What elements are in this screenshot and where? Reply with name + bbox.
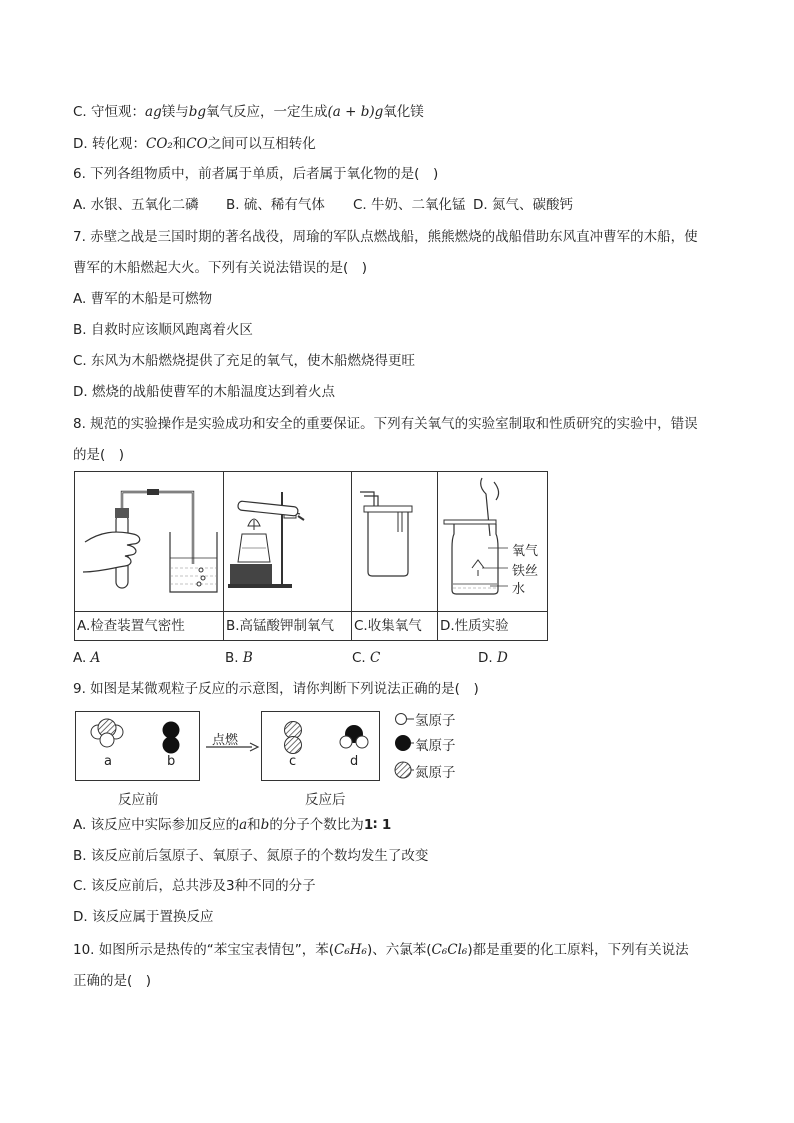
particle-d-label: d [350,754,359,769]
before-reaction-label: 反应前 [118,792,159,808]
q9-option-d: D. 该反应属于置换反应 [73,909,214,925]
water-label: 水 [512,582,526,597]
experiment-d-cell [438,472,548,640]
q8-stem-line1: 8. 规范的实验操作是实验成功和安全的重要保证。下列有关氧气的实验室制取和性质研究的实验中，错误 [73,416,698,432]
before-reaction-box [75,711,200,781]
q8-stem-line2: 的是( ) [73,447,125,463]
q6-option-c: C. 牛奶、二氧化锰 [353,197,466,213]
q6-options [73,195,633,215]
after-reaction-box [261,711,380,781]
q7-option-d: D. 燃烧的战船使曹军的木船温度达到着火点 [73,384,335,400]
experiment-table [74,471,548,641]
q8-option-c: C. C [352,650,381,666]
q9-option-b: B. 该反应前后氢原子、氧原子、氮原子的个数均发生了改变 [73,848,429,864]
ignite-condition-label: 点燃 [212,733,239,748]
q6-stem: 6. 下列各组物质中，前者属于单质，后者属于氧化物的是( ) [73,166,439,182]
q7-stem-line2: 曹军的木船燃起大火。下列有关说法错误的是( ) [73,260,368,276]
experiment-b-cell [224,472,352,640]
particle-c-label: c [289,754,297,769]
legend-nitrogen: 氮原子 [415,765,456,781]
q7-option-b: B. 自救时应该顺风跑离着火区 [73,322,253,338]
experiment-c-caption: C.收集氧气 [352,611,437,641]
q7-option-a: A. 曹军的木船是可燃物 [73,291,213,307]
experiment-a-cell [75,472,224,640]
gas-collection-illustration [352,472,438,611]
potassium-permanganate-setup-illustration [224,472,352,611]
particle-b-label: b [167,754,176,769]
q8-options [73,648,553,668]
q7-stem-line1: 7. 赤壁之战是三国时期的著名战役，周瑜的军队点燃战船，熊熊燃烧的战船借助东风直冲曹军的木船，使 [73,229,698,245]
q7-option-c: C. 东风为木船燃烧提供了充足的氧气，使木船燃烧得更旺 [73,353,416,369]
experiment-c-cell [352,472,438,640]
q9-option-a: A. 该反应中实际参加反应的a和b的分子个数比为1∶ 1 [73,817,392,833]
reactant-molecules [76,712,199,780]
experiment-a-caption: A.检查装置气密性 [75,611,223,641]
legend-oxygen: 氧原子 [415,738,456,754]
q6-option-b: B. 硫、稀有气体 [226,197,325,213]
option-d-transformation: D. 转化观：CO₂和CO之间可以互相转化 [73,136,316,152]
experiment-d-caption: D.性质实验 [438,611,548,641]
q10-stem-line2: 正确的是( ) [73,973,152,989]
q9-option-c: C. 该反应前后，总共涉及3种不同的分子 [73,878,316,894]
iron-wire-label: 铁丝 [512,564,539,579]
q6-option-d: D. 氮气、碳酸钙 [473,197,573,213]
oxygen-label: 氧气 [512,544,539,559]
q10-stem-line1: 10. 如图所示是热传的“苯宝宝表情包”，苯(C₆H₆)、六氯苯(C₆Cl₆)都是重要的化工原料，下列有关说法 [73,942,689,958]
q9-stem: 9. 如图是某微观粒子反应的示意图，请你判断下列说法正确的是( ) [73,681,479,697]
product-molecules [262,712,379,780]
particle-a-label: a [104,754,112,769]
q8-option-d: D. D [478,650,508,666]
option-c-conservation: C. 守恒观：ag镁与bg氧气反应，一定生成(a + b)g氧化镁 [73,104,424,120]
after-reaction-label: 反应后 [305,792,346,808]
experiment-b-caption: B.高锰酸钾制氧气 [224,611,351,641]
legend-hydrogen: 氢原子 [415,713,456,729]
legend-symbols [393,710,415,784]
q8-option-b: B. B [225,650,253,666]
q8-option-a: A. A [73,650,101,666]
q6-option-a: A. 水银、五氧化二磷 [73,197,199,213]
airtightness-check-illustration [75,472,224,611]
reaction-arrow [204,741,260,753]
